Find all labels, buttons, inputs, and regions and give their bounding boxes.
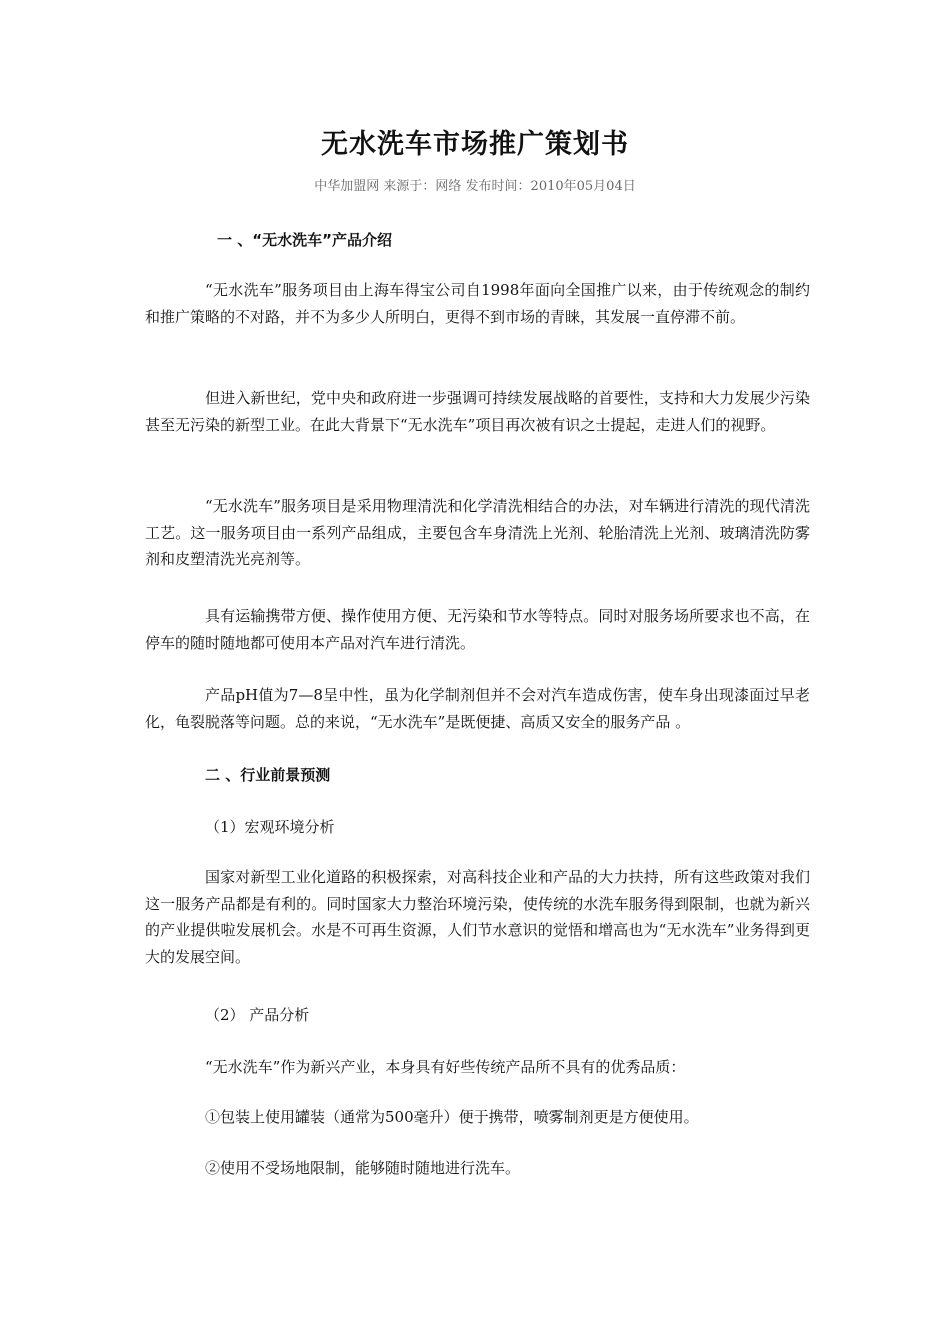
subheading-macro-environment: （1）宏观环境分析: [205, 818, 335, 836]
list-item-no-site-limit: ②使用不受场地限制，能够随时随地进行洗车。: [205, 1159, 521, 1177]
list-item-packaging: ①包装上使用罐装（通常为500毫升）便于携带，喷雾制剂更是方便使用。: [205, 1108, 699, 1126]
subheading-product-analysis: （2） 产品分析: [205, 1006, 310, 1024]
paragraph-service-description: “无水洗车”服务项目是采用物理清洗和化学清洗相结合的办法，对车辆进行清洗的现代清洗工艺。这一服务项目由一系列产品组成，主要包含车身清洗上光剂、轮胎清洗上光剂、玻璃清洗防雾剂和皮塑清洗光亮剂等。: [145, 497, 810, 568]
paragraph-new-century: 但进入新世纪，党中央和政府进一步强调可持续发展战略的首要性，支持和大力发展少污染甚至无污染的新型工业。在此大背景下“无水洗车”项目再次被有识之士提起，走进人们的视野。: [145, 389, 810, 434]
paragraph-ph-value: 产品pH值为7—8呈中性，虽为化学制剂但并不会对汽车造成伤害，使车身出现漆面过早老化，龟裂脱落等问题。总的来说，“无水洗车”是既便捷、高质又安全的服务产品 。: [145, 686, 810, 731]
publish-meta: 中华加盟网 来源于：网络 发布时间：2010年05月04日: [314, 179, 636, 194]
section-heading-product-intro: 一 、“无水洗车”产品介绍: [217, 231, 392, 249]
section-heading-industry-outlook: 二 、行业前景预测: [205, 766, 331, 784]
paragraph-macro-analysis: 国家对新型工业化道路的积极探索，对高科技企业和产品的大力扶持，所有这些政策对我们这一服务产品都是有利的。同时国家大力整治环境污染，使传统的水洗车服务得到限制，也就为新兴的产业提供啦发展机会。水是不可再生资源，人们节水意识的觉悟和增高也为“无水洗车”业务得到更大的发展空间。: [145, 868, 810, 966]
document-title: 无水洗车市场推广策划书: [321, 129, 629, 160]
paragraph-product-qualities: “无水洗车”作为新兴产业，本身具有好些传统产品所不具有的优秀品质：: [205, 1058, 686, 1076]
paragraph-features: 具有运输携带方便、操作使用方便、无污染和节水等特点。同时对服务场所要求也不高，在停车的随时随地都可使用本产品对汽车进行清洗。: [145, 607, 810, 652]
paragraph-intro: “无水洗车”服务项目由上海车得宝公司自1998年面向全国推广以来，由于传统观念的制约和推广策略的不对路，并不为多少人所明白，更得不到市场的青睐，其发展一直停滞不前。: [145, 281, 810, 326]
